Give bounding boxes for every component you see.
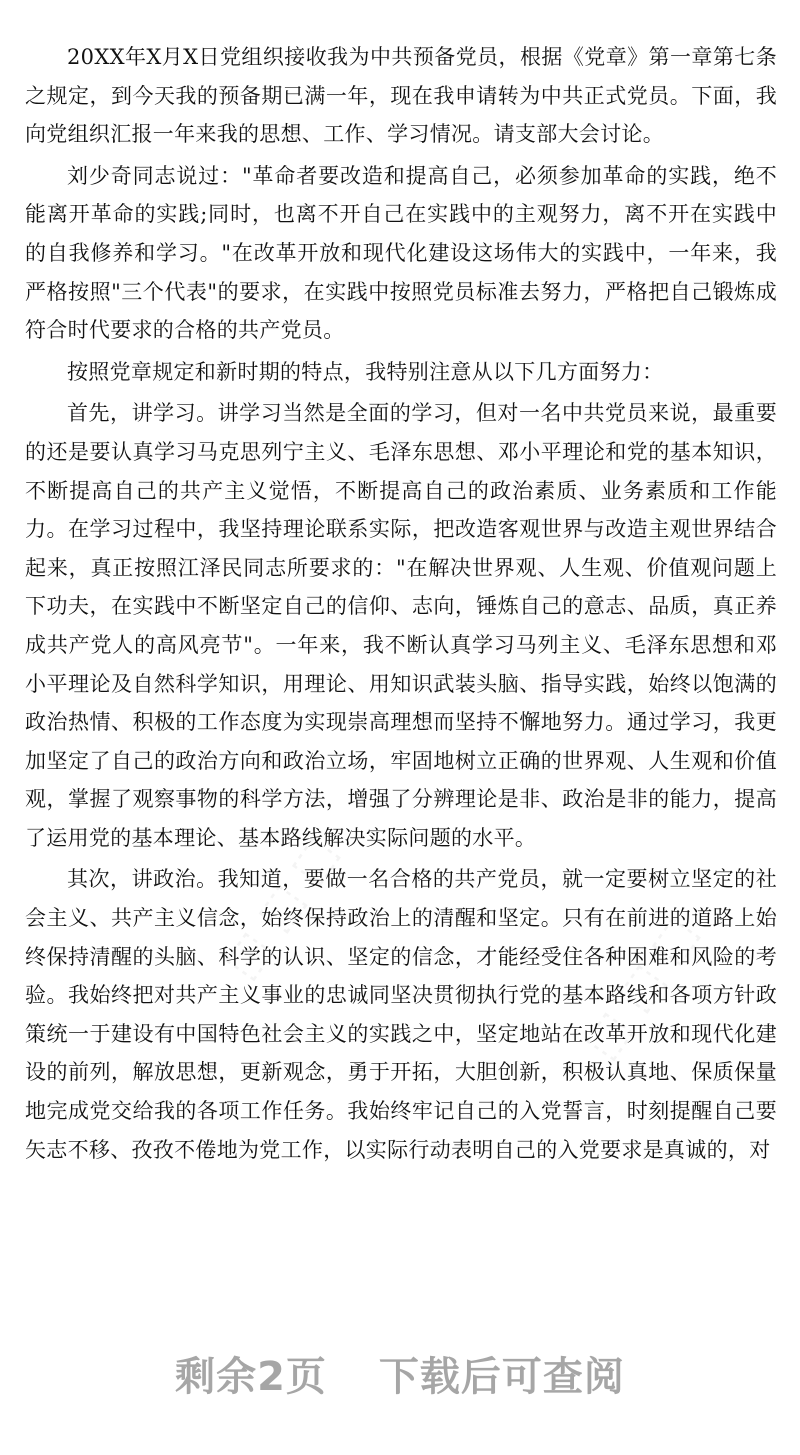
watermark-graphic: ⬚ ⬚ ⬚ <box>571 906 708 1068</box>
download-prompt[interactable] <box>0 1345 800 1402</box>
paragraph-quote: 刘少奇同志说过："革命者要改造和提高自己，必须参加革命的实践，绝不能离开革命的实践;同时，也离不开自己在实践中的主观努力，离不开在实践中的自我修养和学习。"在改革开放和现代化建设这场伟大的实践中，一年来，我严格按照"三个代表"的要求，在实践中按照党员标准去努力，严格把自己锻炼成符合时代要求的合格的共产党员。 <box>25 163 777 343</box>
remaining-pages-label[interactable]: 剩余2页 <box>175 1354 327 1400</box>
paragraph-intro: 20XX年X月X日党组织接收我为中共预备党员，根据《党章》第一章第七条之规定，到今天我的预备期已满一年，现在我申请转为中共正式党员。下面，我向党组织汇报一年来我的思想、工作、学习情况。请支部大会讨论。 <box>25 45 777 147</box>
document-body <box>25 38 777 1172</box>
download-to-view-label[interactable]: 下载后可查阅 <box>378 1354 625 1400</box>
paragraph-politics: 其次，讲政治。我知道，要做一名合格的共产党员，就一定要树立坚定的社会主义、共产主义信念，始终保持政治上的清醒和坚定。只有在前进的道路上始终保持清醒的头脑、科学的认识、坚定的信念，才能经受住各种困难和风险的考验。我始终把对共产主义事业的忠诚同坚决贯彻执行党的基本路线和各项方针政策统一于建设有中国特色社会主义的实践之中，坚定地站在改革开放和现代化建设的前列，解放思想，更新观念，勇于开拓，大胆创新，积极认真地、保质保量地完成党交给我的各项工作任务。我始终牢记自己的入党誓言，时刻提醒自己要矢志不移、孜孜不倦地为党工作，以实际行动表明自己的入党要求是真诚的，对 <box>25 867 777 1162</box>
watermark-graphic: ⬚ ⬚ ⬚ <box>211 826 348 988</box>
paragraph-outline: 按照党章规定和新时期的特点，我特别注意从以下几方面努力： <box>67 359 664 384</box>
paragraph-study: 首先，讲学习。讲学习当然是全面的学习，但对一名中共党员来说，最重要的还是要认真学习马克思列宁主义、毛泽东思想、邓小平理论和党的基本知识，不断提高自己的共产主义觉悟，不断提高自己的政治素质、业务素质和工作能力。在学习过程中，我坚持理论联系实际，把改造客观世界与改造主观世界结合起来，真正按照江泽民同志所要求的："在解决世界观、人生观、价值观问题上下功夫，在实践中不断坚定自己的信仰、志向，锤炼自己的意志、品质，真正养成共产党人的高风亮节"。一年来，我不断认真学习马列主义、毛泽东思想和邓小平理论及自然科学知识，用理论、用知识武装头脑、指导实践，始终以饱满的政治热情、积极的工作态度为实现崇高理想而坚持不懈地努力。通过学习，我更加坚定了自己的政治方向和政治立场，牢固地树立正确的世界观、人生观和价值观，掌握了观察事物的科学方法，增强了分辨理论是非、政治是非的能力，提高了运用党的基本理论、基本路线解决实际问题的水平。 <box>25 401 777 850</box>
